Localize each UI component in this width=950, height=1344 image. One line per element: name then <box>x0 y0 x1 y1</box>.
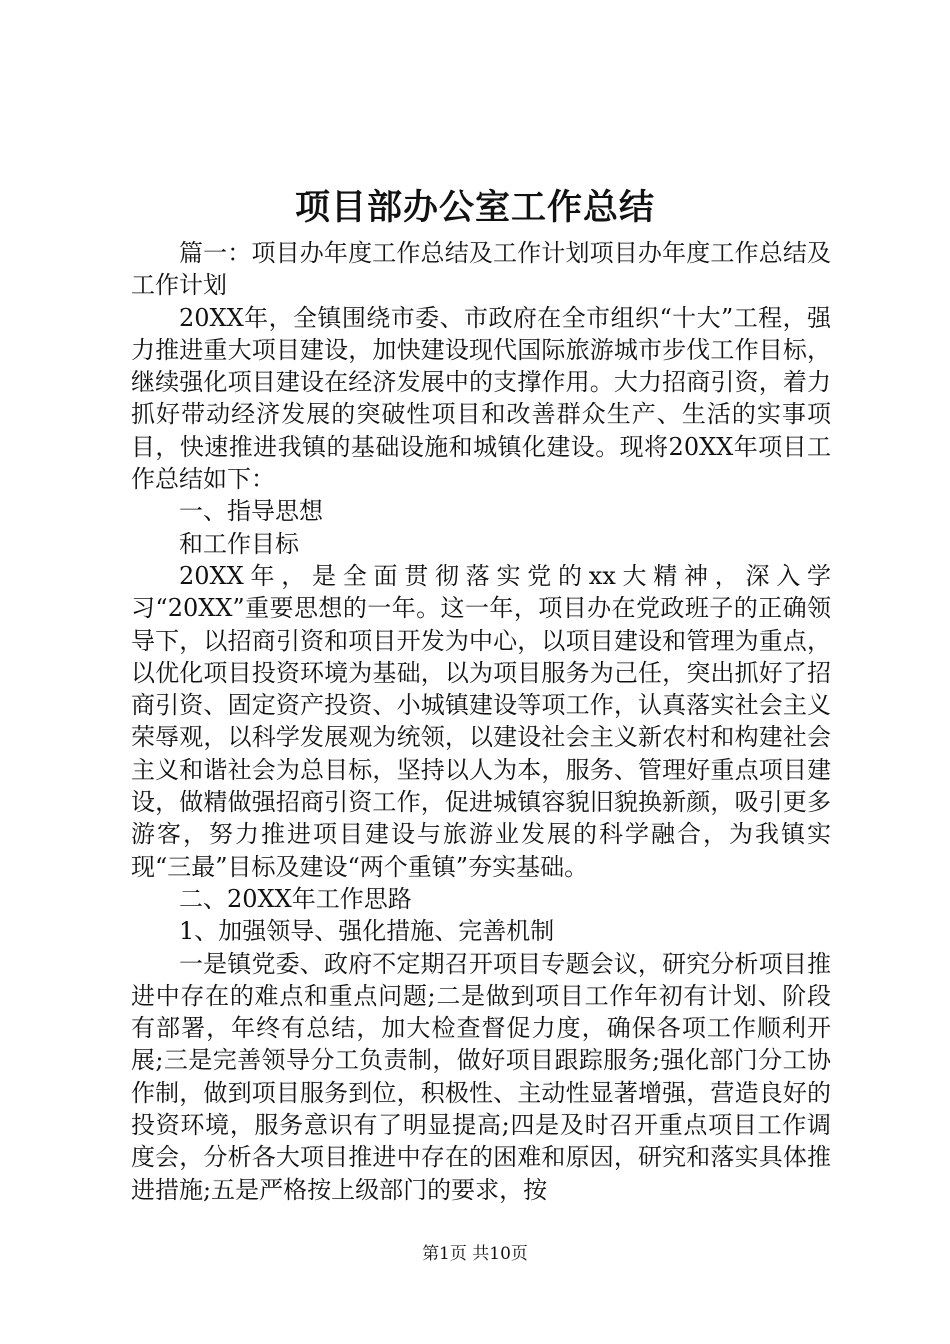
paragraph-guiding-thought: 20XX年，是全面贯彻落实党的xx大精神，深入学习“20XX”重要思想的一年。这一年，项目办在党政班子的正确领导下，以招商引资和项目开发为中心，以项目建设和管理为重点，以优化项目投资环境为基础，以为项目服务为己任，突出抓好了招商引资、固定资产投资、小城镇建设等项工作，认真落实社会主义荣辱观，以科学发展观为统领，以建设社会主义新农村和构建社会主义和谐社会为总目标，坚持以人为本，服务、管理好重点项目建设，做精做强招商引资工作，促进城镇容貌旧貌换新颜，吸引更多游客，努力推进项目建设与旅游业发展的科学融合，为我镇实现“三最”目标及建设“两个重镇”夯实基础。 <box>131 561 831 881</box>
page-footer: 第1页 共10页 <box>422 1244 528 1264</box>
document-body <box>131 237 831 1206</box>
paragraph-overview: 20XX年，全镇围绕市委、市政府在全市组织“十大”工程，强力推进重大项目建设，加快建设现代国际旅游城市步伐工作目标，继续强化项目建设在经济发展中的支撑作用。大力招商引资，着力抓好带动经济发展的突破性项目和改善群众生产、生活的实事项目，快速推进我镇的基础设施和城镇化建设。现将20XX年项目工作总结如下： <box>131 303 831 494</box>
section-heading-work-ideas: 二、20XX年工作思路 <box>179 884 412 913</box>
document-title: 项目部办公室工作总结 <box>294 187 655 228</box>
paragraph-leadership: 一是镇党委、政府不定期召开项目专题会议，研究分析项目推进中存在的难点和重点问题;二是做到项目工作年初有计划、阶段有部署，年终有总结，加大检查督促力度，确保各项工作顺利开展;三是完善领导分工负责制，做好项目跟踪服务;强化部门分工协作制，做到项目服务到位，积极性、主动性显著增强，营造良好的投资环境，服务意识有了明显提高;四是及时召开重点项目工作调度会，分析各大项目推进中存在的困难和原因，研究和落实具体推进措施;五是严格按上级部门的要求，按 <box>131 949 831 1204</box>
section-heading-work-goals: 和工作目标 <box>179 529 299 558</box>
subsection-heading-leadership: 1、加强领导、强化措施、完善机制 <box>179 917 555 946</box>
section-heading-guiding-thought: 一、指导思想 <box>179 497 323 526</box>
paragraph-intro: 篇一：项目办年度工作总结及工作计划项目办年度工作总结及工作计划 <box>131 239 831 300</box>
